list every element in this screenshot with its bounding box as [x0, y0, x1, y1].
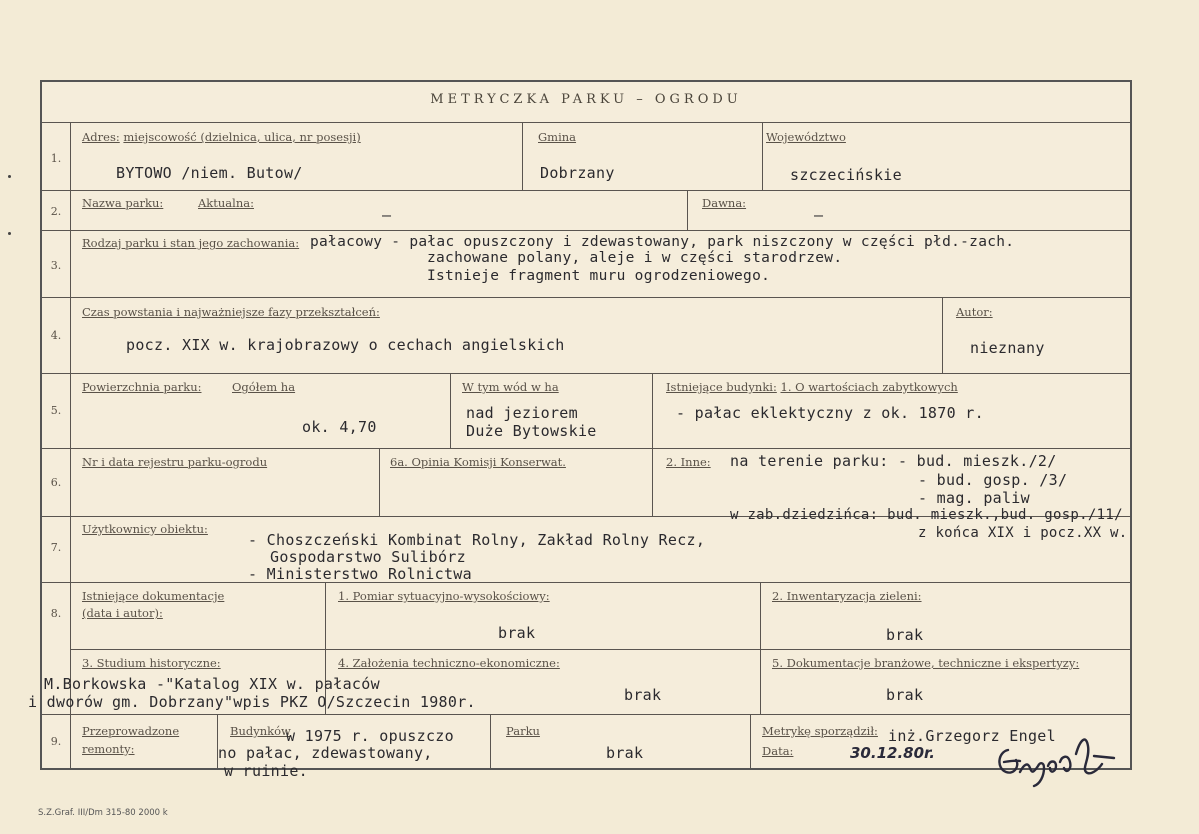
- divider: [42, 122, 1130, 123]
- historical-study-line: M.Borkowska -"Katalog XIX w. pałaców: [44, 675, 380, 693]
- documentation-label: Istniejące dokumentacje: [82, 589, 225, 603]
- voivodeship-value: szczecińskie: [790, 166, 902, 184]
- date-label: Data:: [762, 744, 794, 758]
- author-value: nieznany: [970, 339, 1045, 357]
- author-label: Autor:: [956, 305, 993, 319]
- industry-docs-value: brak: [886, 686, 924, 704]
- row-number: 9.: [50, 735, 62, 748]
- park-type-label: Rodzaj parku i stan jego zachowania:: [82, 236, 300, 250]
- historical-study-line: i dworów gm. Dobrzany"wpis PKZ O/Szczecin 1980r.: [28, 693, 476, 711]
- industry-docs-label: 5. Dokumentacje branżowe, techniczne i ekspertyzy:: [772, 656, 1080, 670]
- origin-value: pocz. XIX w. krajobrazowy o cechach angielskich: [126, 336, 565, 354]
- divider: [450, 373, 451, 448]
- row-number: 6.: [50, 476, 62, 489]
- current-name-value: –: [382, 206, 392, 224]
- buildings-value: - pałac eklektyczny z ok. 1870 r.: [676, 404, 984, 422]
- prepared-by-value: inż.Grzegorz Engel: [888, 727, 1056, 745]
- users-line: - Choszczeński Kombinat Rolny, Zakład Rolny Recz,: [248, 531, 706, 549]
- divider: [42, 714, 1130, 715]
- card-title: METRYCZKA PARKU – OGRODU: [430, 92, 742, 107]
- row-number: 1.: [50, 152, 62, 165]
- divider: [42, 582, 1130, 583]
- divider: [687, 190, 688, 230]
- buildings-renovation-line: no pałac, zdewastowany,: [218, 744, 433, 762]
- divider: [762, 122, 763, 190]
- buildings-renovation-line: w ruinie.: [224, 762, 308, 780]
- buildings-renovation-label: Budynków: [230, 724, 291, 738]
- buildings-label: Istniejące budynki: 1. O wartościach zabytkowych: [666, 380, 958, 394]
- signature: [990, 728, 1122, 788]
- greenery-inventory-label: 2. Inwentaryzacja zieleni:: [772, 589, 922, 603]
- origin-label: Czas powstania i najważniejsze fazy przekształceń:: [82, 305, 380, 319]
- greenery-inventory-value: brak: [886, 626, 924, 644]
- park-type-line: Istnieje fragment muru ogrodzeniowego.: [427, 268, 771, 284]
- park-type-line: zachowane polany, aleje i w części starodrzew.: [427, 250, 843, 266]
- row-number: 5.: [50, 404, 62, 417]
- divider: [942, 297, 943, 373]
- park-record-card: [28, 80, 1132, 780]
- buildings-renovation-line: w 1975 r. opuszczo: [286, 727, 454, 745]
- divider: [652, 448, 653, 516]
- number-column-divider: [70, 122, 71, 768]
- park-renovation-value: brak: [606, 744, 644, 762]
- historical-study-label: 3. Studium historyczne:: [82, 656, 221, 670]
- divider: [379, 448, 380, 516]
- date-value: 30.12.80r.: [850, 744, 935, 762]
- former-name-value: –: [814, 206, 824, 224]
- register-label: Nr i data rejestru parku-ogrodu: [82, 455, 268, 469]
- divider: [42, 297, 1130, 298]
- divider: [42, 230, 1130, 231]
- tech-econ-value: brak: [624, 686, 662, 704]
- divider: [70, 649, 1130, 650]
- divider: [760, 582, 761, 714]
- water-area-line: nad jeziorem: [466, 404, 578, 422]
- water-area-line: Duże Bytowskie: [466, 422, 597, 440]
- users-label: Użytkownicy obiektu:: [82, 522, 208, 536]
- users-line: Gospodarstwo Sulibórz: [270, 548, 466, 566]
- park-type-line: pałacowy - pałac opuszczony i zdewastowany, park niszczony w części płd.-zach.: [310, 234, 1015, 250]
- divider: [750, 714, 751, 768]
- divider: [42, 190, 1130, 191]
- divider: [42, 373, 1130, 374]
- former-name-label: Dawna:: [702, 196, 747, 210]
- other-buildings-line: na terenie parku: - bud. mieszk./2/: [730, 452, 1057, 470]
- voivodeship-label: Województwo: [766, 130, 846, 144]
- documentation-label: (data i autor):: [82, 606, 163, 620]
- other-buildings-line: - bud. gosp. /3/: [918, 471, 1068, 489]
- survey-label: 1. Pomiar sytuacyjno-wysokościowy:: [338, 589, 550, 603]
- gmina-label: Gmina: [538, 130, 577, 144]
- survey-value: brak: [498, 624, 536, 642]
- row-number: 8.: [50, 607, 62, 620]
- divider: [490, 714, 491, 768]
- other-buildings-line: - mag. paliw: [918, 489, 1030, 507]
- gmina-value: Dobrzany: [540, 164, 615, 182]
- total-area-value: ok. 4,70: [302, 418, 377, 436]
- tech-econ-label: 4. Założenia techniczno-ekonomiczne:: [338, 656, 560, 670]
- divider: [522, 122, 523, 190]
- divider: [652, 373, 653, 448]
- total-area-label: Ogółem ha: [232, 380, 296, 394]
- other-buildings-label: 2. Inne:: [666, 455, 711, 469]
- commission-opinion-label: 6a. Opinia Komisji Konserwat.: [390, 455, 566, 469]
- row-number: 4.: [50, 329, 62, 342]
- row-number: 7.: [50, 541, 62, 554]
- water-area-label: W tym wód w ha: [462, 380, 559, 394]
- other-buildings-line: z końca XIX i pocz.XX w.: [918, 525, 1128, 541]
- address-label: Adres: miejscowość (dzielnica, ulica, nr posesji): [82, 130, 361, 144]
- row-number: 3.: [50, 259, 62, 272]
- form-footer: S.Z.Graf. III/Dm 315-80 2000 k: [38, 808, 168, 818]
- prepared-by-label: Metrykę sporządził:: [762, 724, 878, 738]
- renovations-label: remonty:: [82, 742, 135, 756]
- row-number: 2.: [50, 205, 62, 218]
- divider: [325, 582, 326, 649]
- address-value: BYTOWO /niem. Butow/: [116, 164, 303, 182]
- current-name-label: Aktualna:: [198, 196, 254, 210]
- area-label: Powierzchnia parku:: [82, 380, 202, 394]
- other-buildings-line: w zab.dziedzińca: bud. mieszk.,bud. gosp./11/: [730, 507, 1123, 523]
- renovations-label: Przeprowadzone: [82, 724, 180, 738]
- users-line: - Ministerstwo Rolnictwa: [248, 565, 472, 583]
- divider: [42, 448, 1130, 449]
- park-name-label: Nazwa parku:: [82, 196, 164, 210]
- park-renovation-label: Parku: [506, 724, 540, 738]
